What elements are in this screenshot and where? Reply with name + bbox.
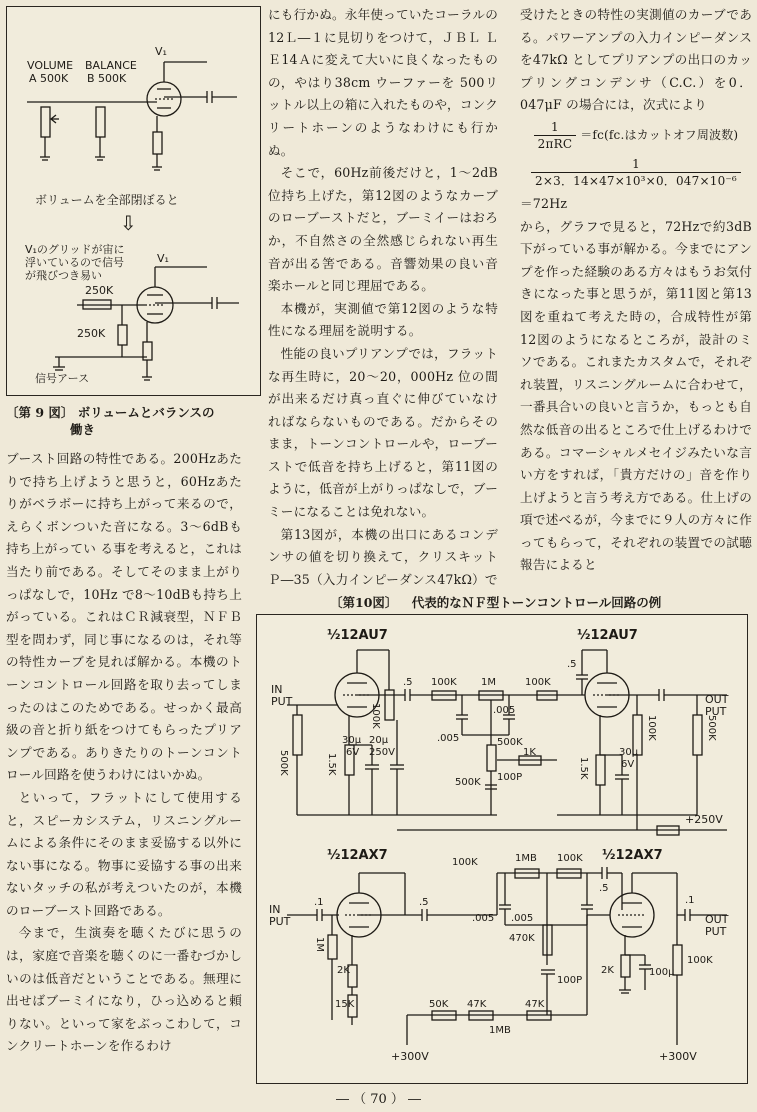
- balance-label: BALANCE: [85, 59, 137, 72]
- figure-10-caption: [330, 594, 750, 611]
- l-supply-left: +300V: [391, 1050, 429, 1063]
- u-r-1m: 1M: [481, 677, 496, 688]
- formula-2-result: ＝72Hz: [520, 195, 568, 211]
- formula-cutoff: [520, 119, 752, 152]
- l-r-100k-b: 100K: [557, 853, 583, 864]
- l-input-label-2: PUT: [269, 915, 291, 928]
- l-r-47k-b: 47K: [525, 999, 545, 1010]
- l-r-100k: 100K: [452, 857, 478, 868]
- u-r-500k-pot: 500K: [497, 737, 523, 748]
- l-r-15k: 15K: [335, 999, 355, 1010]
- u-v-6v-right: 6V: [621, 759, 635, 770]
- volume-value: A 500K: [29, 72, 69, 85]
- figure-10-caption-num: 〔第10図〕: [330, 595, 398, 610]
- figure-9-caption-text: ボリュームとバランスの: [77, 405, 215, 420]
- u-output-label: OUT: [705, 693, 729, 706]
- page-number: ― （ 70 ） ―: [335, 1092, 422, 1107]
- u-input-label: IN: [271, 683, 283, 696]
- figure-9-caption: [6, 404, 260, 438]
- col2-paragraph-3: 本機が，実測値で第12図のような特性になる理屈を説明する。: [268, 300, 498, 339]
- u-r-500k-b: 500K: [455, 777, 481, 788]
- l-r-47k-a: 47K: [467, 999, 487, 1010]
- signal-ground-label: 信号アース: [35, 372, 90, 385]
- note-volume-closed: ボリュームを全部閉ぼると: [35, 193, 179, 207]
- l-tube-right-label: ½12AX7: [602, 848, 663, 863]
- u-r-100k-3: 100K: [525, 677, 551, 688]
- formula-1-numerator: 1: [534, 119, 577, 136]
- formula-2-numerator: 1: [531, 156, 741, 173]
- figure-10-schematic: [257, 615, 747, 1083]
- l-output-label-2: PUT: [705, 925, 727, 938]
- figure-9: [6, 6, 261, 396]
- tube-v1-label-2: V₁: [157, 252, 169, 265]
- col1-paragraph-1: ブースト回路の特性である。200Hzあたりで持ち上げようと思うと，60Hzあたりがベラボーに持ち上がって来るので，えらくボンついた音になる。3～6dBも持ち上がってい る事を考えると，これは当たり前である。そしてそのまま上がりっぱなしで，10Hz で8～10dBも持ち上がっている。これはＣＲ減衰型，ＮＦＢ型を問わず，同じ事になるのは，それ等の特性カーブを見れば解かる。本機のトーンコントロール回路を取り去ってしまったのはこのためである。せっかく最高級の音と折り紙をつけてもらったプリアンプである。ありきたりのトーンコントロール回路を使うわけにはいかぬ。: [6, 451, 242, 783]
- l-r-2k-right: 2K: [601, 965, 614, 976]
- res-250k-side: 250K: [77, 327, 106, 340]
- u-c-in: .5: [403, 677, 413, 688]
- l-c-100p: 100P: [557, 975, 583, 986]
- u-input-label-2: PUT: [271, 695, 293, 708]
- col1-paragraph-3: 今まで，生演奏を聴くたびに思うのは，家庭で音楽を聴くのに一番むづかしいのは低音だということである。無理に出せばブーミイになり，ひっ込めると頼りない。といって家をぶっこわして，コンクリートホーンを作るわけ: [6, 925, 242, 1054]
- col1-paragraph-2: といって，フラットにして使用すると，スピーカシステム，リスニングルームによる条件にそのまま妥協する以外にない事になる。物事に妥協する事の出来ないタッチの私が考えついたのが，本機のローブースト回路である。: [6, 789, 242, 918]
- figure-10-caption-text: 代表的なＮＦ型トーンコントロール回路の例: [411, 595, 662, 610]
- u-r-100k-1: 100K: [431, 677, 457, 688]
- text-column-2: [268, 4, 498, 591]
- u-c-005-a: .005: [437, 733, 460, 744]
- balance-value: B 500K: [87, 72, 127, 85]
- figure-9-schematic: [7, 7, 260, 395]
- u-v-250: 250V: [369, 747, 395, 758]
- l-c-100u: 100μ: [649, 967, 675, 978]
- col2-paragraph-4: 性能の良いプリアンプでは，フラットな再生時に，20～20，000Hz 位の間が出来るだけ真っ直ぐに伸びていなければならないものである。だからそのまま，トーンコントロールや，ローブーストで低音を持ち上げると，第11図のように，低音が上がりっぱなしで，ブーミーになることは免れない。: [268, 345, 498, 520]
- figure-9-caption-num: 〔第 9 図〕: [6, 405, 74, 420]
- u-tube-right-label: ½12AU7: [577, 628, 638, 643]
- u-r-100k-right: 100K: [646, 715, 657, 741]
- text-column-1: [6, 448, 242, 1058]
- text-column-3: [520, 4, 752, 577]
- u-c-out-r: .5: [567, 659, 577, 670]
- u-r-1k: 1K: [523, 747, 536, 758]
- formula-1-denominator: 2πRC: [537, 136, 573, 151]
- l-c-5b: .5: [599, 883, 609, 894]
- note-grid-3: が飛びつき易い: [25, 269, 102, 282]
- volume-label: VOLUME: [27, 59, 74, 72]
- l-r-1m: 1M: [314, 937, 325, 952]
- l-r-2k: 2K: [337, 965, 350, 976]
- l-r-1mb: 1MB: [515, 853, 537, 864]
- figure-10: [256, 614, 748, 1084]
- l-r-100k-out: 100K: [687, 955, 713, 966]
- col2-paragraph-1: にも行かぬ。永年使っていたコーラルの12Ｌ―１に見切りをつけて，ＪＢＬ ＬＥ14Ａに変えて大いに良くなったものの，やはり38cm ウーファーを 500リットル以上の箱に入れたものや，コンクリートホーンのようなわけにも行かぬ。: [268, 7, 498, 158]
- u-r-500k-right: 500K: [706, 715, 717, 741]
- formula-calc: [520, 156, 752, 189]
- u-v-6v: 6V: [346, 747, 360, 758]
- u-r-1-5k-right: 1.5K: [578, 757, 589, 780]
- l-output-label: OUT: [705, 913, 729, 926]
- col2-paragraph-5: 第13図が，本機の出口にあるコンデンサの値を切り換えて，クリスキット Ｐ―35（入力インピーダンス47kΩ）で: [268, 526, 498, 587]
- u-output-label-2: PUT: [705, 705, 727, 718]
- note-grid-1: V₁のグリッドが宙に: [25, 243, 125, 256]
- u-r-1-5k: 1.5K: [326, 753, 337, 776]
- u-r-100k-plate: 100K: [370, 703, 381, 729]
- l-c-out: .1: [685, 895, 695, 906]
- l-c-005-b: .005: [511, 913, 534, 924]
- l-r-470k: 470K: [509, 933, 535, 944]
- l-supply-right: +300V: [659, 1050, 697, 1063]
- down-arrow-icon: ⇩: [120, 211, 137, 235]
- l-tube-left-label: ½12AX7: [327, 848, 388, 863]
- figure-9-caption-text-2: 働き: [70, 422, 96, 437]
- u-c-30u-right: 30μ: [619, 747, 639, 758]
- l-c-005-a: .005: [472, 913, 495, 924]
- u-c-005-b: .005: [493, 705, 516, 716]
- formula-2-denominator: 2×3．14×47×10³×0．047×10⁻⁶: [535, 173, 737, 188]
- l-input-label: IN: [269, 903, 281, 916]
- l-c-5: .5: [419, 897, 429, 908]
- u-c-30u: 30μ: [342, 735, 362, 746]
- tube-v1-label: V₁: [155, 45, 167, 58]
- formula-1-rest: ＝fc(fc.はカットオフ周波数): [580, 127, 739, 142]
- col3-paragraph-2: から，グラフで見ると，72Hzで約3dB下がっている事が解かる。今までにアンプを作った経験のある方々はもうお気付きになった事と思うが，第11図と第13図を重ねて考えた時の，合成特性が第12図のようになるところが，設計のミソである。これまたカスタムで，それぞれ装置，リスニングルームに合わせて，一番具合いの良いと言うか，もっとも自然な低音の出るところで仕上げるわけである。コマーシャルメセイジみたいな言い方をすれば，「貴方だけの」音を作り上げようと言う考え方である。仕上げの項で述べるが，今までに９人の方々に作ってもらって，それぞれの装置での試聴報告によると: [520, 218, 752, 573]
- note-grid-2: 浮いているので信号: [25, 256, 124, 269]
- res-250k-top: 250K: [85, 284, 114, 297]
- u-r-500k-in: 500K: [278, 750, 289, 776]
- l-r-1mb-b: 1MB: [489, 1025, 511, 1036]
- l-c-in: .1: [314, 897, 324, 908]
- u-c-20u: 20μ: [369, 735, 389, 746]
- u-supply-label: +250V: [685, 813, 723, 826]
- u-c-100p: 100P: [497, 772, 523, 783]
- col2-paragraph-2: そこで，60Hz前後だけと，1～2dB位持ち上げた，第12図のようなカーブのローブーストだと，ブーミイーはおろか，不自然さの全然感じられない再生音が出る筈である。音響効果の良い音楽ホールと同じ理屈である。: [268, 165, 498, 294]
- l-r-50k: 50K: [429, 999, 449, 1010]
- u-tube-left-label: ½12AU7: [327, 628, 388, 643]
- col3-paragraph-1: 受けたときの特性の実測値のカーブである。パワーアンプの入力インピーダンスを47kΩ としてプリアンプの出口のカップリングコンデンサ（C.C.）を0．047μF の場合には，次式により: [520, 7, 752, 113]
